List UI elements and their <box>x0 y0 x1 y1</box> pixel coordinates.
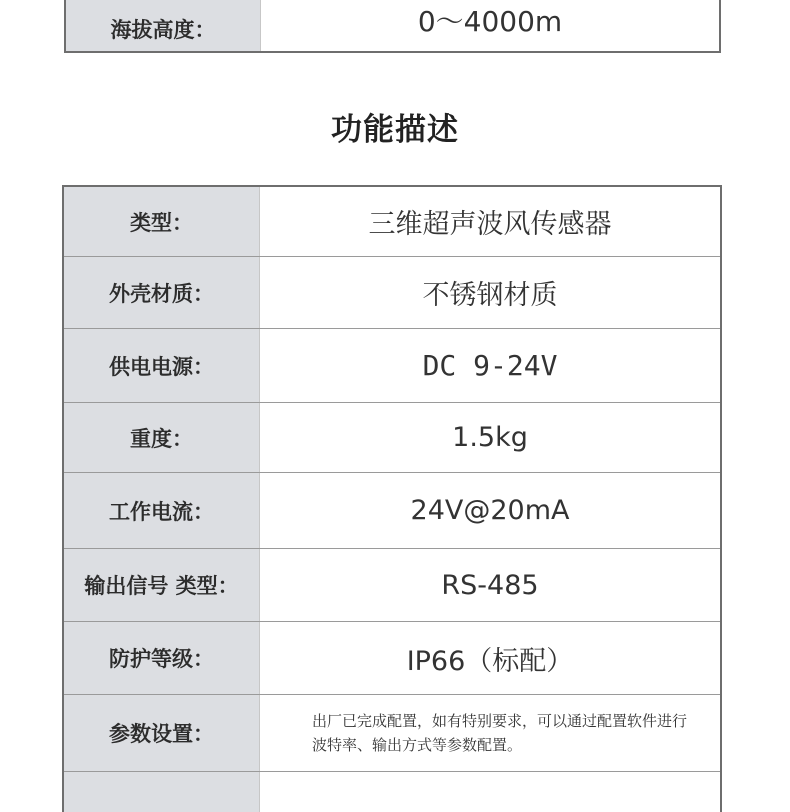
row-label: 工作电流： <box>64 473 259 548</box>
row-value: 不锈钢材质 <box>259 257 720 328</box>
row-value-empty <box>259 772 720 812</box>
row-value: RS-485 <box>259 549 720 621</box>
row-label: 类型： <box>64 187 259 256</box>
row-label: 防护等级： <box>64 622 259 694</box>
altitude-label: 海拔高度： <box>66 0 260 51</box>
row-value: 出厂已完成配置，如有特别要求，可以通过配置软件进行波特率、输出方式等参数配置。 <box>259 695 720 771</box>
row-value: 1.5kg <box>259 403 720 472</box>
row-label: 输出信号 类型： <box>64 549 259 621</box>
row-label-empty <box>64 772 259 812</box>
table-row <box>64 257 720 329</box>
table-row <box>64 772 720 812</box>
table-row <box>64 473 720 549</box>
table-row <box>64 329 720 403</box>
altitude-row <box>64 0 721 53</box>
table-row <box>64 403 720 473</box>
spec-table <box>62 185 722 812</box>
row-label: 重度： <box>64 403 259 472</box>
row-value: 24V@20mA <box>259 473 720 548</box>
row-label: 外壳材质： <box>64 257 259 328</box>
table-row <box>64 187 720 257</box>
table-row <box>64 622 720 695</box>
row-label: 参数设置： <box>64 695 259 771</box>
section-title: 功能描述 <box>331 112 459 148</box>
row-value: IP66（标配） <box>259 622 720 694</box>
row-label: 供电电源： <box>64 329 259 402</box>
row-value: DC 9-24V <box>259 329 720 402</box>
row-value: 三维超声波风传感器 <box>259 187 720 256</box>
table-row <box>64 695 720 772</box>
altitude-value: 0～4000m <box>260 0 719 51</box>
table-row <box>64 549 720 622</box>
